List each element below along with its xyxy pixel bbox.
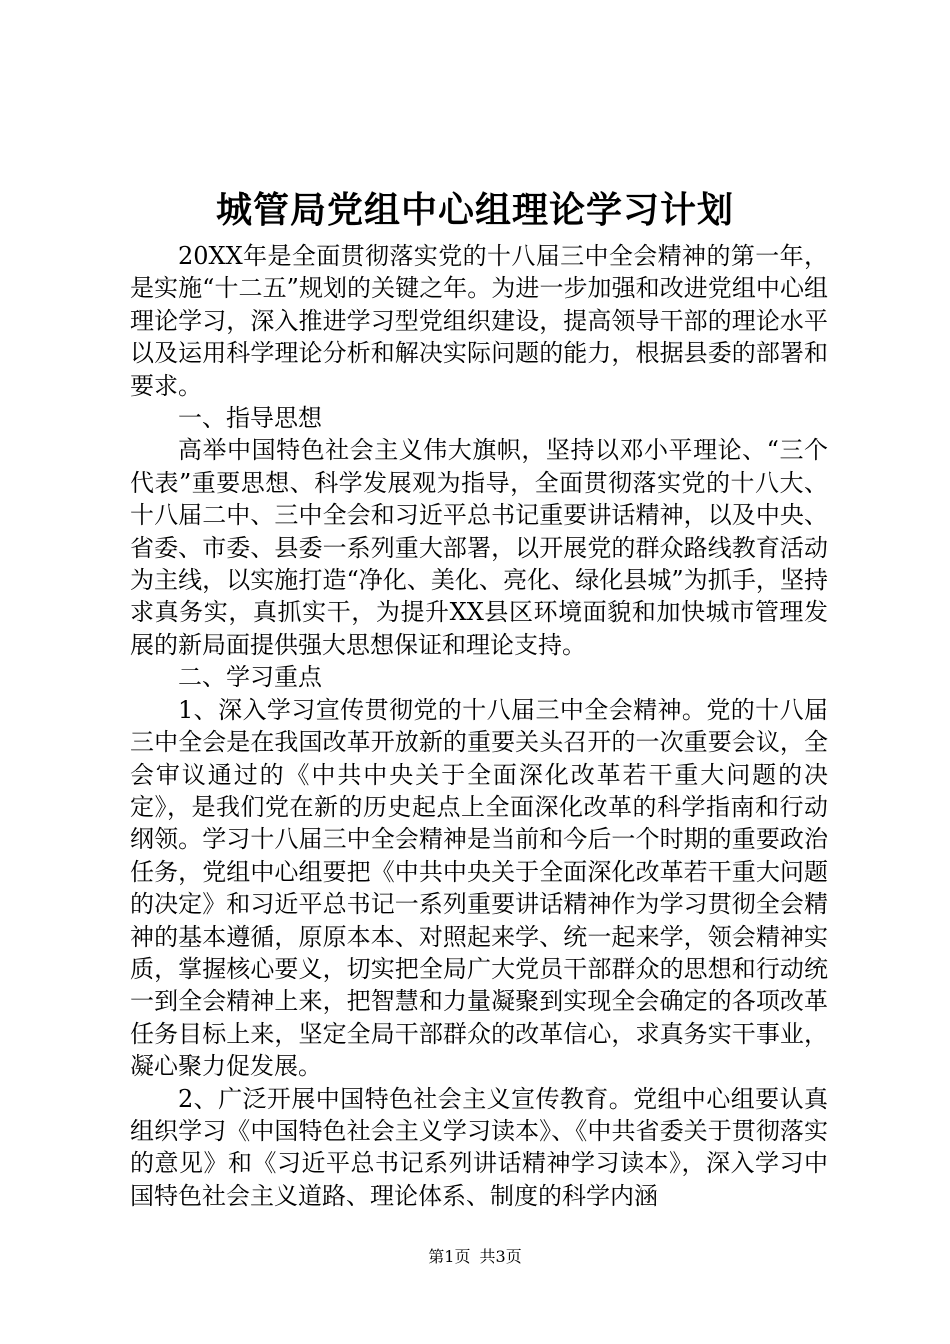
intro-paragraph: 20XX年是全面贯彻落实党的十八届三中全会精神的第一年，是实施“十二五”规划的关键之年。为进一步加强和改进党组中心组理论学习，深入推进学习型党组织建设，提高领导干部的理论水平以及运用科学理论分析和解决实际问题的能力，根据县委的部署和要求。 bbox=[130, 242, 828, 400]
study-point-2-paragraph: 2、广泛开展中国特色社会主义宣传教育。党组中心组要认真组织学习《中国特色社会主义学习读本》、《中共省委关于贯彻落实的意见》和《习近平总书记系列讲话精神学习读本》，深入学习中国特色社会主义道路、理论体系、制度的科学内涵 bbox=[130, 1084, 828, 1210]
page-total: 共3页 bbox=[479, 1247, 522, 1266]
document-title: 城管局党组中心组理论学习计划 bbox=[215, 189, 734, 231]
page-footer bbox=[0, 1246, 950, 1268]
study-point-1-paragraph: 1、深入学习宣传贯彻党的十八届三中全会精神。党的十八届三中全会是在我国改革开放新的重要关头召开的一次重要会议，全会审议通过的《中共中央关于全面深化改革若干重大问题的决定》，是我们党在新的历史起点上全面深化改革的科学指南和行动纲领。学习十八届三中全会精神是当前和今后一个时期的重要政治任务，党组中心组要把《中共中央关于全面深化改革若干重大问题的决定》和习近平总书记一系列重要讲话精神作为学习贯彻全会精神的基本遵循，原原本本、对照起来学、统一起来学，领会精神实质，掌握核心要义，切实把全局广大党员干部群众的思想和行动统一到全会精神上来，把智慧和力量凝聚到实现全会确定的各项改革任务目标上来，坚定全局干部群众的改革信心，求真务实干事业，凝心聚力促发展。 bbox=[130, 695, 828, 1081]
section-heading-guiding-thought: 一、指导思想 bbox=[178, 404, 322, 433]
guiding-thought-paragraph: 高举中国特色社会主义伟大旗帜，坚持以邓小平理论、“三个代表”重要思想、科学发展观为指导，全面贯彻落实党的十八大、十八届二中、三中全会和习近平总书记重要讲话精神，以及中央、省委、市委、县委一系列重大部署，以开展党的群众路线教育活动为主线，以实施打造“净化、美化、亮化、绿化县城”为抓手，坚持求真务实，真抓实干，为提升XX县区环境面貌和加快城市管理发展的新局面提供强大思想保证和理论支持。 bbox=[130, 436, 828, 659]
document-body bbox=[130, 240, 828, 1212]
page-number: 第1页 bbox=[428, 1247, 471, 1266]
section-heading-study-focus: 二、学习重点 bbox=[178, 663, 322, 692]
